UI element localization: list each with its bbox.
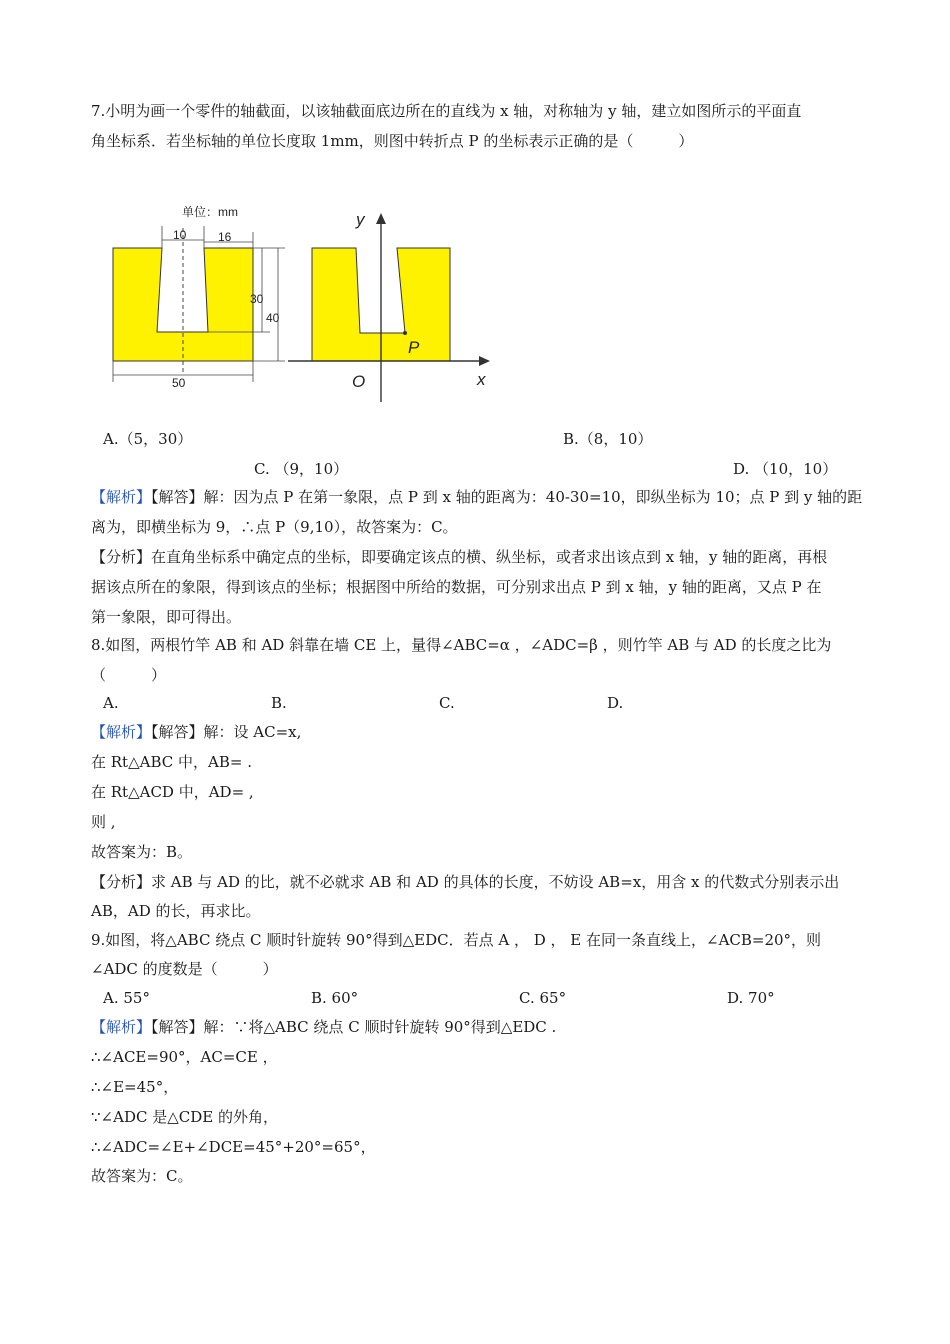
q9-analysis-tag: 【解析】 <box>91 1018 152 1036</box>
q7-unit-label: 单位：mm <box>182 205 238 219</box>
q8-stem-line-2: （ ） <box>91 666 167 684</box>
q7-reasoning-line-1: 【分析】在直角坐标系中确定点的坐标，即要确定该点的横、纵坐标，或者求出该点到 x 轴，y 轴的距离，再根 <box>91 548 828 566</box>
q7-y-axis-arrow <box>376 213 386 224</box>
q7-reasoning-line-3: 第一象限，即可得出。 <box>91 608 242 626</box>
q7-dim-30: 30 <box>250 292 264 306</box>
q8-reasoning-line-2: AB，AD 的长，再求比。 <box>91 902 261 920</box>
q9-stem-line-1: 9.如图，将△ABC 绕点 C 顺时针旋转 90°得到△EDC．若点 A ， D ， E 在同一条直线上，∠ACB=20°，则 <box>91 931 822 949</box>
q7-point-p-marker <box>403 331 407 335</box>
q9-option-b: B. 60° <box>311 989 359 1007</box>
q8-analysis-line-1 <box>91 722 861 742</box>
q7-stem-line-1: 7.小明为画一个零件的轴截面，以该轴截面底边所在的直线为 x 轴，对称轴为 y 轴，建立如图所示的平面直 <box>91 102 802 120</box>
q9-analysis-line-3: ∴∠E=45°， <box>91 1078 179 1096</box>
q9-analysis-line-5: ∴∠ADC=∠E+∠DCE=45°+20°=65°， <box>91 1138 376 1156</box>
q7-option-b: B.（8，10） <box>563 430 653 448</box>
q9-option-a: A. 55° <box>103 989 150 1007</box>
q8-analysis-tag: 【解析】 <box>91 723 152 741</box>
q7-axis-y-label: y <box>356 210 365 229</box>
q7-reasoning-line-2: 据该点所在的象限，得到该点的坐标；根据图中所给的数据，可分别求出点 P 到 x 轴，y 轴的距离，又点 P 在 <box>91 578 822 596</box>
q7-x-axis-arrow <box>479 356 490 366</box>
q8-analysis-line-4: 则 , <box>91 813 116 831</box>
q7-axis-x-label: x <box>477 370 486 389</box>
q8-option-c: C. <box>439 694 455 712</box>
q9-analysis-text-1: 【解答】解：∵将△ABC 绕点 C 顺时针旋转 90°得到△EDC . <box>151 1018 557 1036</box>
q7-figure <box>100 192 500 406</box>
q7-origin-label: O <box>352 372 366 391</box>
q7-dim-50: 50 <box>172 376 186 390</box>
q7-dim-40: 40 <box>266 311 280 325</box>
q8-analysis-line-5: 故答案为：B。 <box>91 843 193 861</box>
q7-stem-line-2: 角坐标系．若坐标轴的单位长度取 1mm，则图中转折点 P 的坐标表示正确的是（ ） <box>91 132 694 150</box>
q9-analysis-line-4: ∵∠ADC 是△CDE 的外角， <box>91 1108 278 1126</box>
q7-option-c: C. （9，10） <box>254 460 349 478</box>
q7-analysis-text-1: 【解答】解：因为点 P 在第一象限，点 P 到 x 轴的距离为：40-30=10，即纵坐标为 10；点 P 到 y 轴的距 <box>151 488 863 506</box>
q8-analysis-line-2: 在 Rt△ABC 中，AB= . <box>91 753 252 771</box>
q9-analysis-line-6: 故答案为：C。 <box>91 1167 193 1185</box>
q7-point-p-label: P <box>408 338 420 357</box>
q7-dim-10: 10 <box>173 228 187 242</box>
q8-option-a: A. <box>103 694 119 712</box>
q9-option-c: C. 65° <box>519 989 567 1007</box>
q9-option-d: D. 70° <box>727 989 775 1007</box>
q7-analysis-tag: 【解析】 <box>91 488 152 506</box>
q9-analysis-line-2: ∴∠ACE=90°，AC=CE ， <box>91 1048 278 1066</box>
q8-option-b: B. <box>271 694 287 712</box>
q7-analysis-line-1 <box>91 487 861 507</box>
q8-reasoning-line-1: 【分析】求 AB 与 AD 的比，就不必就求 AB 和 AD 的具体的长度，不妨设 AB=x，用含 x 的代数式分别表示出 <box>91 873 840 891</box>
q9-stem-line-2: ∠ADC 的度数是（ ） <box>91 960 278 978</box>
q7-option-d: D. （10，10） <box>733 460 838 478</box>
q8-option-d: D. <box>607 694 624 712</box>
q7-dim-16: 16 <box>218 230 232 244</box>
q8-analysis-text-1: 【解答】解：设 AC=x, <box>151 723 302 741</box>
q7-option-a: A.（5，30） <box>103 430 193 448</box>
q7-analysis-line-2: 离为，即横坐标为 9，∴点 P（9,10），故答案为：C。 <box>91 518 458 536</box>
q9-analysis-line-1 <box>91 1017 861 1037</box>
q8-analysis-line-3: 在 Rt△ACD 中，AD= , <box>91 783 254 801</box>
q8-stem-line-1: 8.如图，两根竹竿 AB 和 AD 斜靠在墙 CE 上，量得∠ABC=α ，∠ADC=β ，则竹竿 AB 与 AD 的长度之比为 <box>91 636 832 654</box>
